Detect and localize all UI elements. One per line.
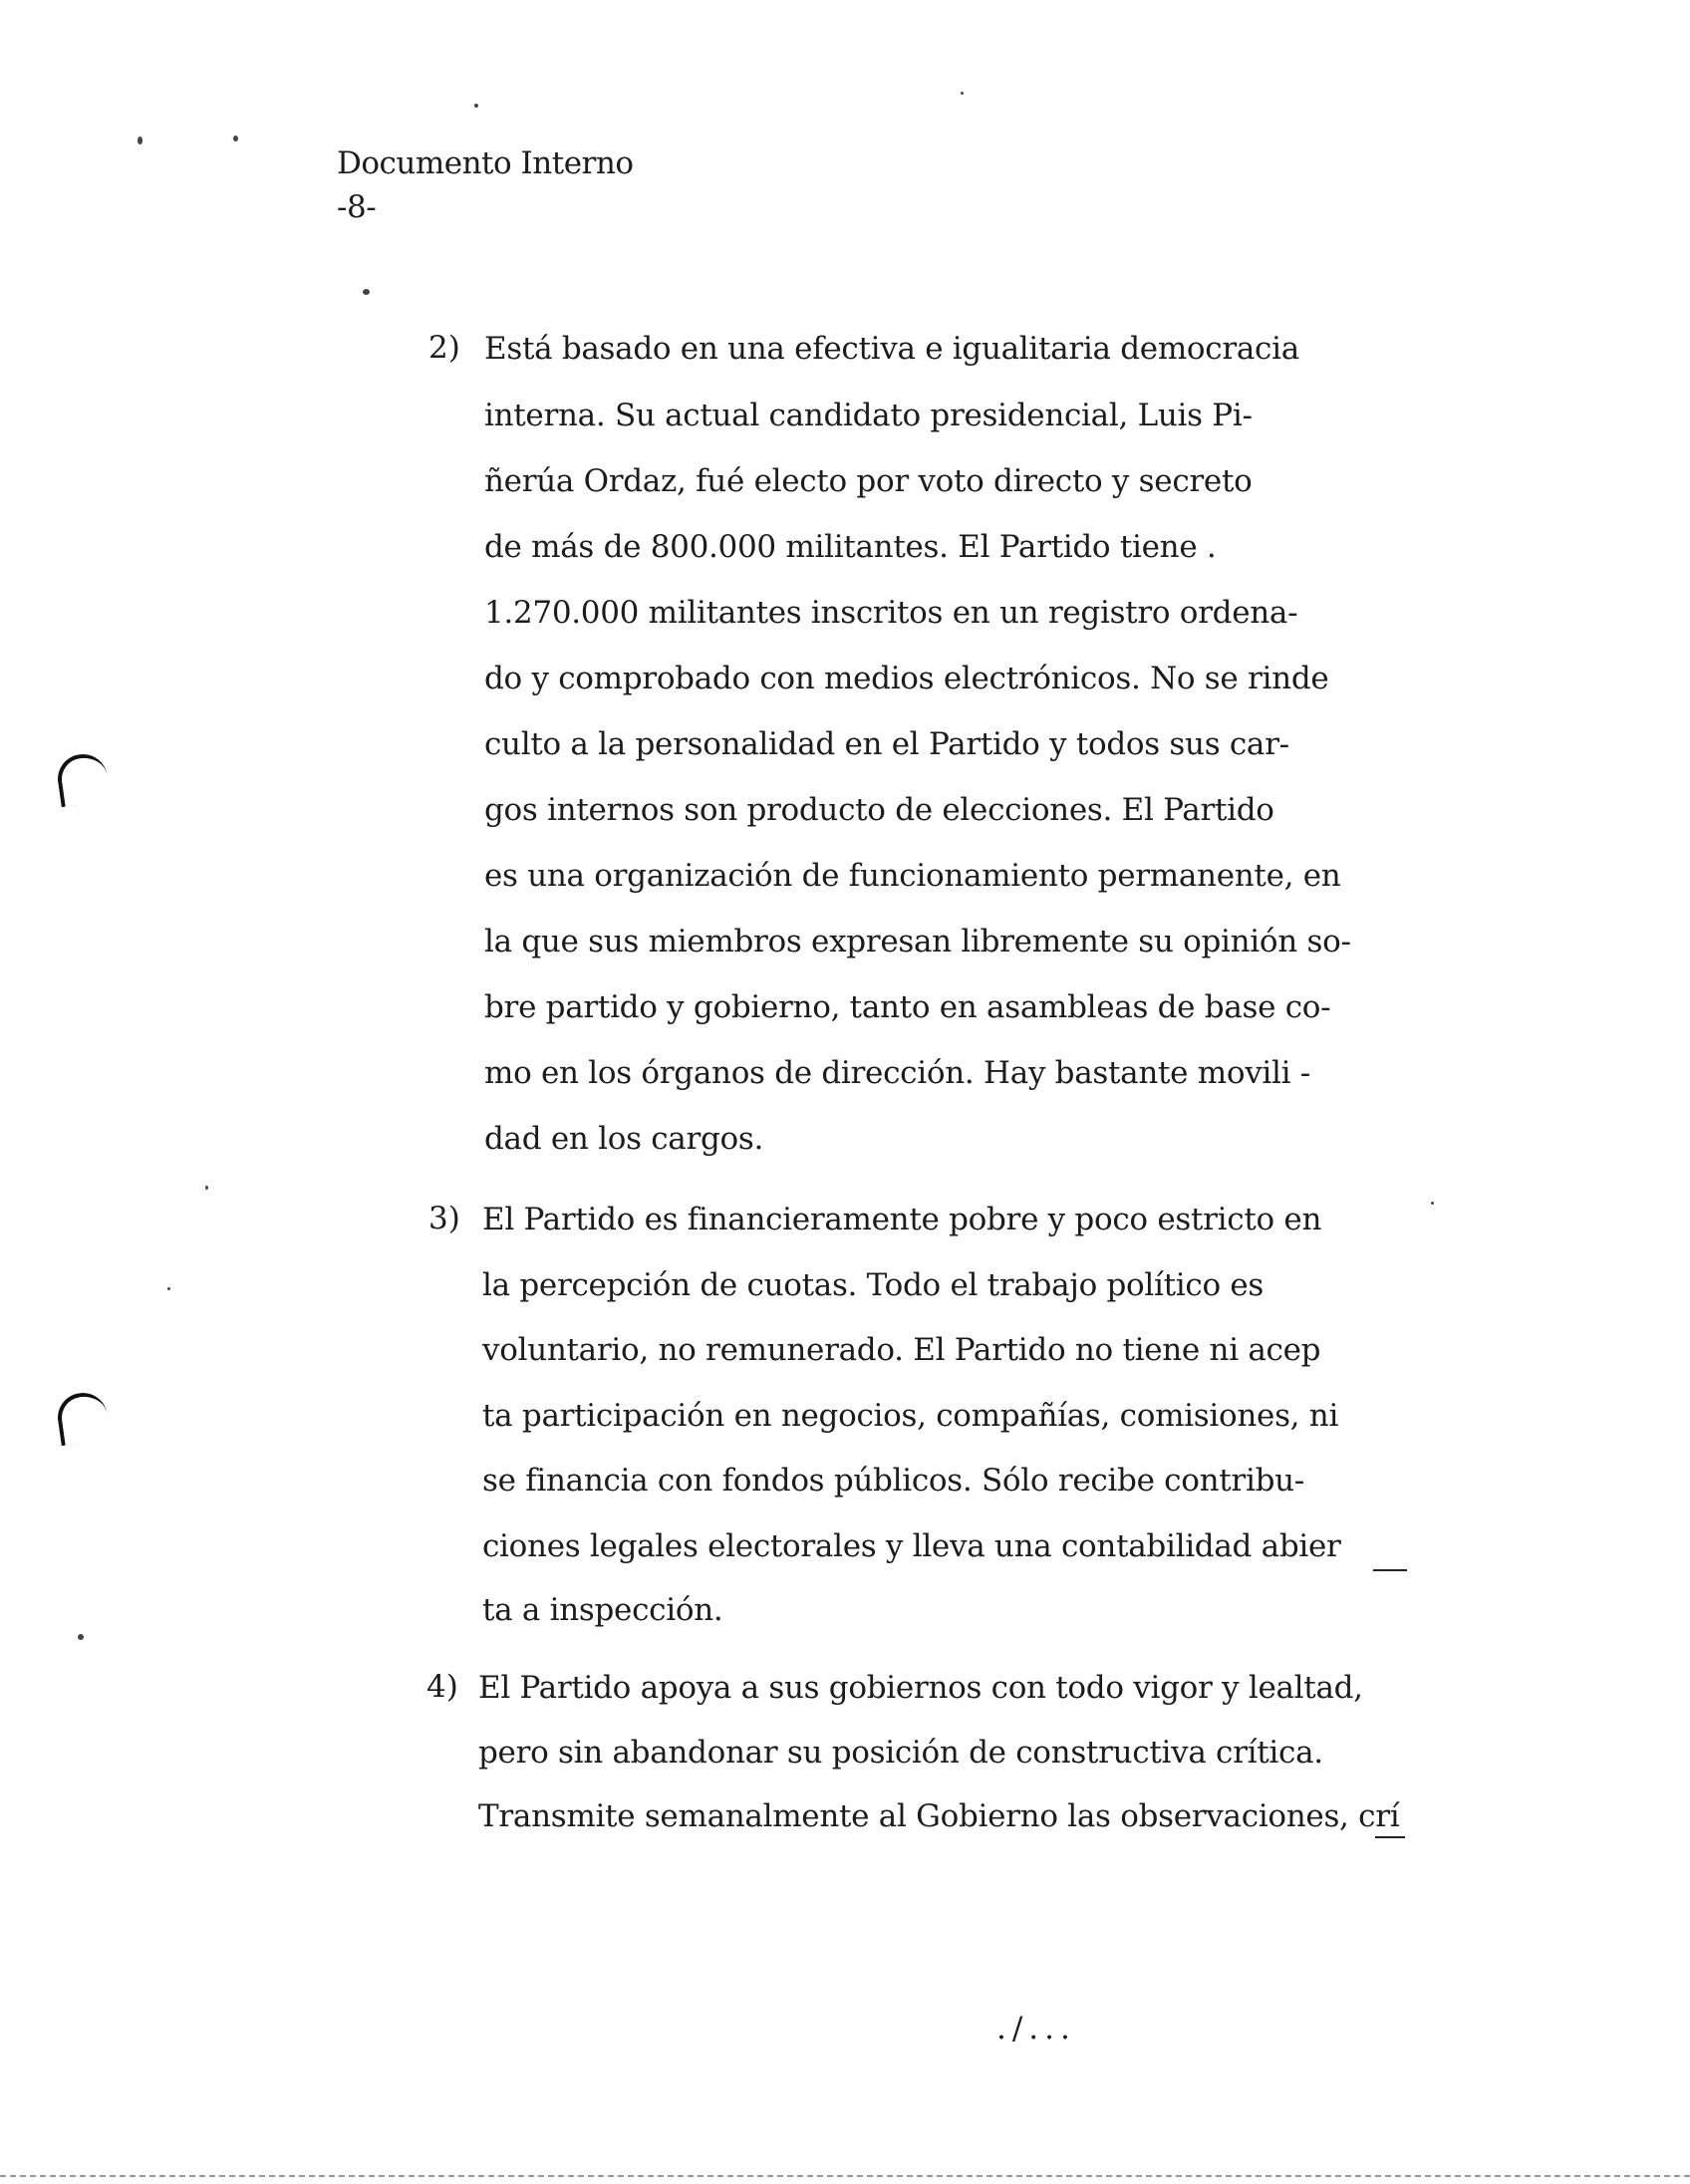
paragraph-line: se financia con fondos públicos. Sólo recibe contribu- (482, 1463, 1304, 1499)
paragraph-line: El Partido es financieramente pobre y poco estricto en (482, 1202, 1322, 1237)
list-item-number: 3) (428, 1201, 460, 1236)
paragraph-line: es una organización de funcionamiento permanente, en (484, 858, 1341, 894)
list-item-number: 4) (426, 1669, 458, 1705)
scan-speck (363, 289, 370, 295)
paragraph-line: 1.270.000 militantes inscritos en un registro ordena- (484, 595, 1298, 631)
list-item-4 (426, 1654, 1523, 1853)
paragraph-line: do y comprobado con medios electrónicos. No se rinde (484, 661, 1329, 696)
paragraph-line: la que sus miembros expresan libremente su opinión so- (484, 924, 1351, 959)
paragraph-line: interna. Su actual candidato presidencial, Luis Pi- (484, 398, 1253, 433)
paragraph-line: gos internos son producto de elecciones. El Partido (484, 792, 1274, 828)
page-number: -8- (337, 189, 377, 225)
continuation-mark: ./... (996, 2011, 1076, 2047)
paragraph-line: voluntario, no remunerado. El Partido no tiene ni acep (482, 1332, 1321, 1368)
paragraph-line: ñerúa Ordaz, fué electo por voto directo y secreto (484, 463, 1253, 499)
underline-mark (1375, 1836, 1405, 1838)
paragraph-line: la percepción de cuotas. Todo el trabajo político es (482, 1267, 1265, 1303)
list-item-2 (428, 315, 1525, 1172)
paragraph-line: Está basado en una efectiva e igualitaria democracia (484, 331, 1299, 367)
document-title: Documento Interno (337, 145, 634, 181)
scan-speck (474, 104, 478, 108)
list-item-number: 2) (428, 330, 460, 366)
scan-speck (78, 1634, 84, 1640)
scan-speck (138, 136, 142, 144)
paragraph-line: El Partido apoya a sus gobiernos con todo vigor y lealtad, (478, 1670, 1363, 1706)
scan-speck (1431, 1202, 1434, 1205)
scan-speck (205, 1186, 208, 1190)
paragraph-line: Transmite semanalmente al Gobierno las observaciones, crí (478, 1798, 1400, 1834)
paragraph-line: culto a la personalidad en el Partido y todos sus car- (484, 726, 1289, 762)
punch-hole-mark (55, 1390, 111, 1446)
scan-speck (233, 136, 238, 141)
paragraph-line: mo en los órganos de dirección. Hay bastante movili - (484, 1055, 1310, 1091)
underline-mark (1373, 1569, 1407, 1571)
paragraph-line: ciones legales electorales y lleva una contabilidad abier (482, 1528, 1341, 1564)
scan-speck (167, 1287, 170, 1290)
paragraph-line: ta a inspección. (482, 1592, 723, 1628)
paragraph-line: pero sin abandonar su posición de constructiva crítica. (478, 1735, 1323, 1771)
scan-bottom-edge (0, 2175, 1690, 2177)
paragraph-line: ta participación en negocios, compañías, comisiones, ni (482, 1398, 1339, 1434)
list-item-3 (428, 1186, 1525, 1644)
paragraph-line: bre partido y gobierno, tanto en asambleas de base co- (484, 989, 1331, 1025)
document-header (337, 141, 634, 229)
scan-speck (961, 92, 964, 95)
punch-hole-mark (55, 751, 111, 807)
paragraph-line: de más de 800.000 militantes. El Partido tiene . (484, 529, 1217, 565)
paragraph-line: dad en los cargos. (484, 1121, 764, 1157)
